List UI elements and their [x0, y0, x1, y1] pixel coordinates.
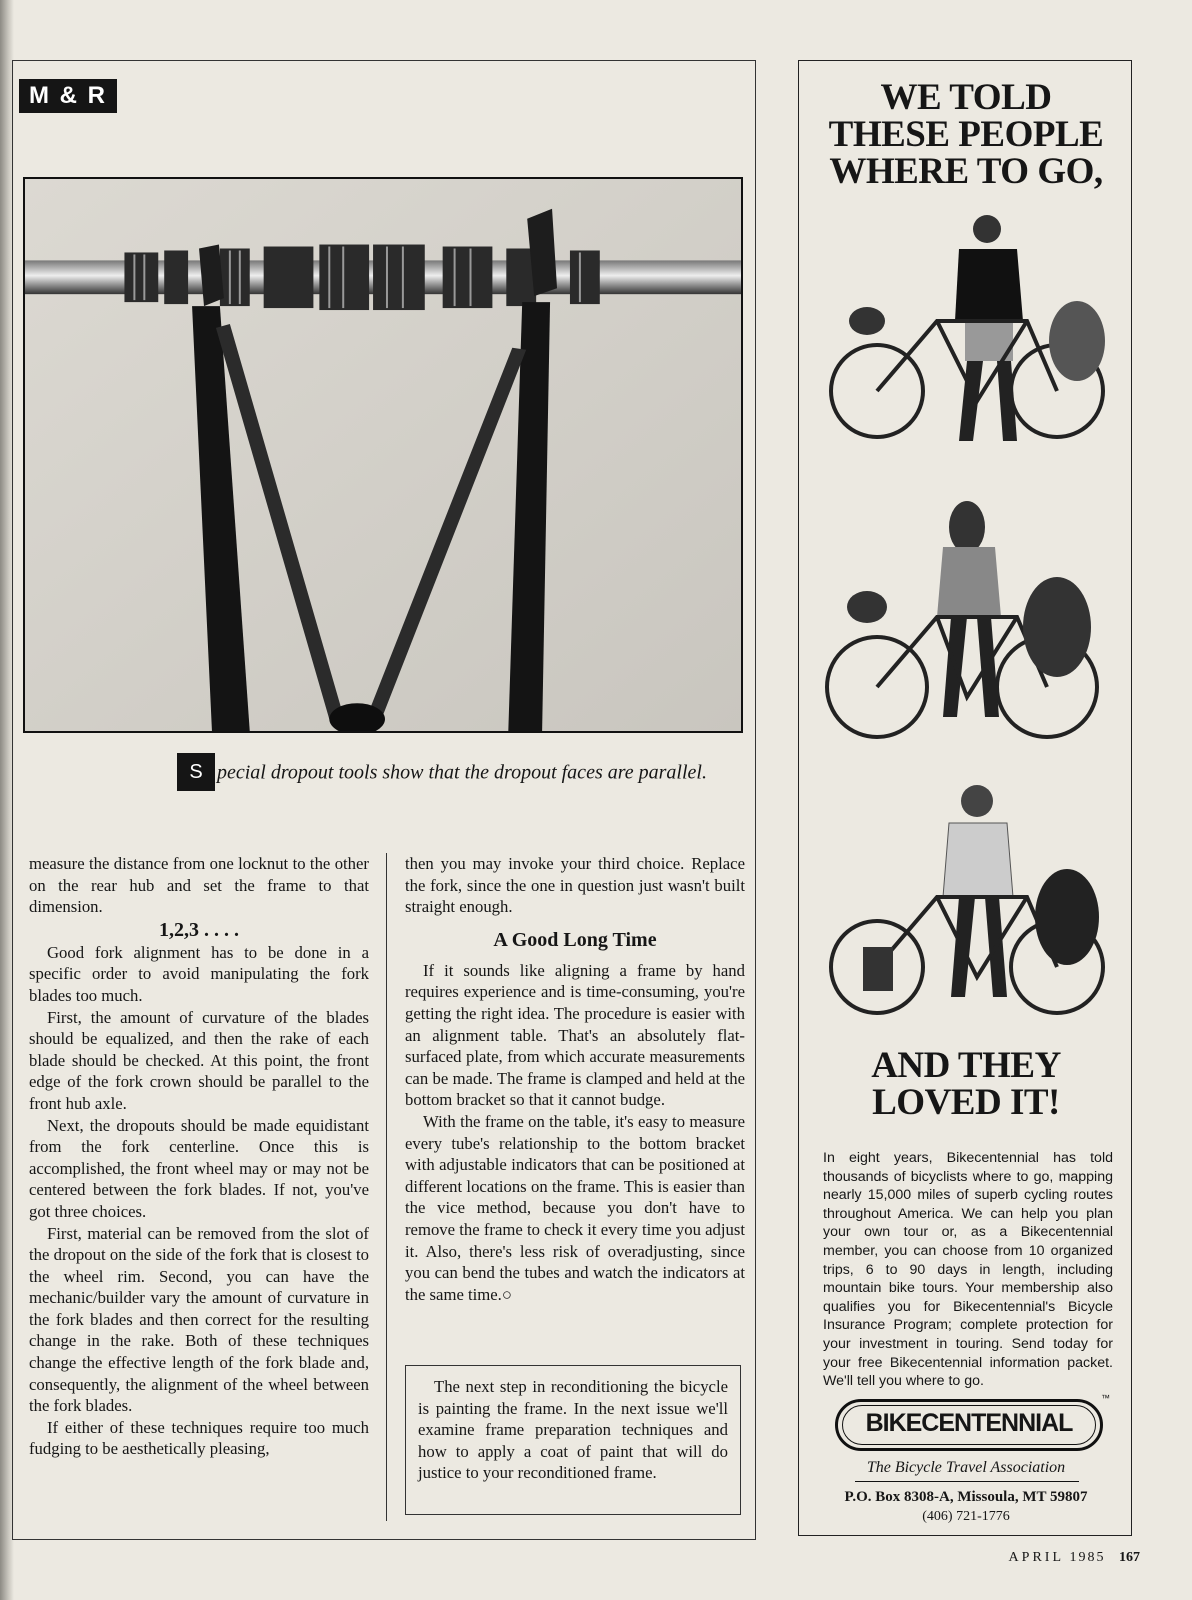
photo-caption	[177, 751, 757, 791]
ad-headline-top	[799, 79, 1133, 190]
footer-year: 1985	[1069, 1550, 1106, 1565]
paragraph: Next, the dropouts should be made equidistant from the fork centerline. Once this is accomplished, the front wheel may or may not be centered between the fork blades. If not, you've got three choices.	[29, 1115, 369, 1221]
ad-phone: (406) 721-1776	[922, 1509, 1010, 1524]
article-frame	[12, 60, 756, 1540]
page-footer	[1009, 1550, 1140, 1566]
paragraph: Good fork alignment has to be done in a specific order to avoid manipulating the fork blades too much.	[29, 942, 369, 1005]
caption-text: pecial dropout tools show that the dropout faces are parallel.	[217, 761, 707, 784]
touring-cyclist-man-2-icon	[827, 777, 1107, 1027]
text-column-left	[29, 853, 369, 1460]
paragraph: First, material can be removed from the slot of the dropout on the side of the fork that is closest to the wheel rim. Second, you can have the mechanic/builder vary the amount of curvature in the fork blades and then correct for the resulting change in the rake. Both of these techniques change the effective length of the fork blade and, consequently, the alignment of the wheel between the fork blades.	[29, 1223, 369, 1416]
subhead-good-long-time: A Good Long Time	[493, 928, 657, 951]
ad-body-text: In eight years, Bikecentennial has told thousands of bicyclists where to go, mapping nearly 15,000 miles of superb cycling routes throughout America. We can help you plan your own tour or, as a Bikecentennial member, you can choose from 10 organized trips, 6 to 90 days in length, including mountain bike tours. Your membership also qualifies you for Bikecentennial's Bicycle Insurance Program; complete protection for your investment in touring. Send today for your free Bikecentennial information packet. We'll tell you where to go.	[823, 1150, 1113, 1390]
ad-tagline: The Bicycle Travel Association	[866, 1459, 1066, 1476]
paragraph	[405, 1111, 745, 1305]
footer-month: APRIL	[1008, 1550, 1064, 1565]
headline-line: WE TOLD	[880, 77, 1052, 118]
cyclist-photo-1	[827, 211, 1107, 461]
paragraph-text: With the frame on the table, it's easy to measure every tube's relationship to the bottom bracket with adjustable indicators that can be positioned at different locations on the frame. This is easier than the vice method, because you don't have to remove the frame to check it every time you adjust it. Also, there's less risk of overadjusting, since you can bend the tubes and watch the indicators at the same time.	[405, 1111, 745, 1304]
column-divider	[386, 853, 387, 1521]
tagline-rule	[855, 1481, 1079, 1482]
page-number: 167	[1119, 1550, 1140, 1565]
end-mark-icon: ○	[501, 1284, 512, 1304]
ad-headline-bottom	[799, 1047, 1133, 1121]
headline-line: WHERE TO GO,	[829, 151, 1103, 192]
trademark-mark: ™	[1101, 1393, 1110, 1403]
headline-line: THESE PEOPLE	[828, 114, 1104, 155]
cyclist-photo-3	[827, 777, 1107, 1027]
cyclist-photo-2	[817, 497, 1107, 747]
paragraph: If it sounds like aligning a frame by hand requires experience and is time-consuming, you're getting the right idea. The procedure is easier with an alignment table. That's an absolutely flat-surfaced plate, from which accurate measurements can be made. The frame is clamped and held at the bottom bracket so that it cannot budge.	[405, 960, 745, 1110]
ad-address: P.O. Box 8308-A, Missoula, MT 59807	[844, 1489, 1088, 1505]
bikecentennial-logo	[835, 1399, 1103, 1451]
text-column-right	[405, 853, 745, 1305]
subhead-1-2-3: 1,2,3 . . . .	[159, 918, 239, 941]
next-issue-box: The next step in reconditioning the bicycle is painting the frame. In the next issue we'll examine frame preparation techniques and how to apply a coat of paint that will do justice to your reconditioned frame.	[405, 1365, 741, 1515]
logo-wordmark: BIKECENTENNIAL	[865, 1409, 1073, 1437]
section-tag: M & R	[19, 79, 117, 113]
fork-dropout-photo	[23, 177, 743, 733]
headline-line: AND THEY	[871, 1045, 1061, 1086]
touring-cyclist-man-icon	[827, 211, 1107, 461]
touring-cyclist-woman-icon	[817, 497, 1107, 747]
paragraph: measure the distance from one locknut to the other on the rear hub and set the frame to that dimension.	[29, 854, 369, 917]
paragraph: If either of these techniques require too much fudging to be aesthetically pleasing,	[29, 1417, 369, 1459]
caption-drop-initial: S	[177, 753, 215, 791]
paragraph: First, the amount of curvature of the blades should be equalized, and then the rake of each blade should be checked. At this point, the front edge of the fork crown should be parallel to the front hub axle.	[29, 1007, 369, 1113]
fork-dropout-alignment-tool-photo-icon	[25, 179, 741, 731]
bikecentennial-advertisement	[798, 60, 1132, 1536]
paragraph: then you may invoke your third choice. Replace the fork, since the one in question just wasn't built straight enough.	[405, 854, 745, 917]
headline-line: LOVED IT!	[872, 1082, 1060, 1123]
